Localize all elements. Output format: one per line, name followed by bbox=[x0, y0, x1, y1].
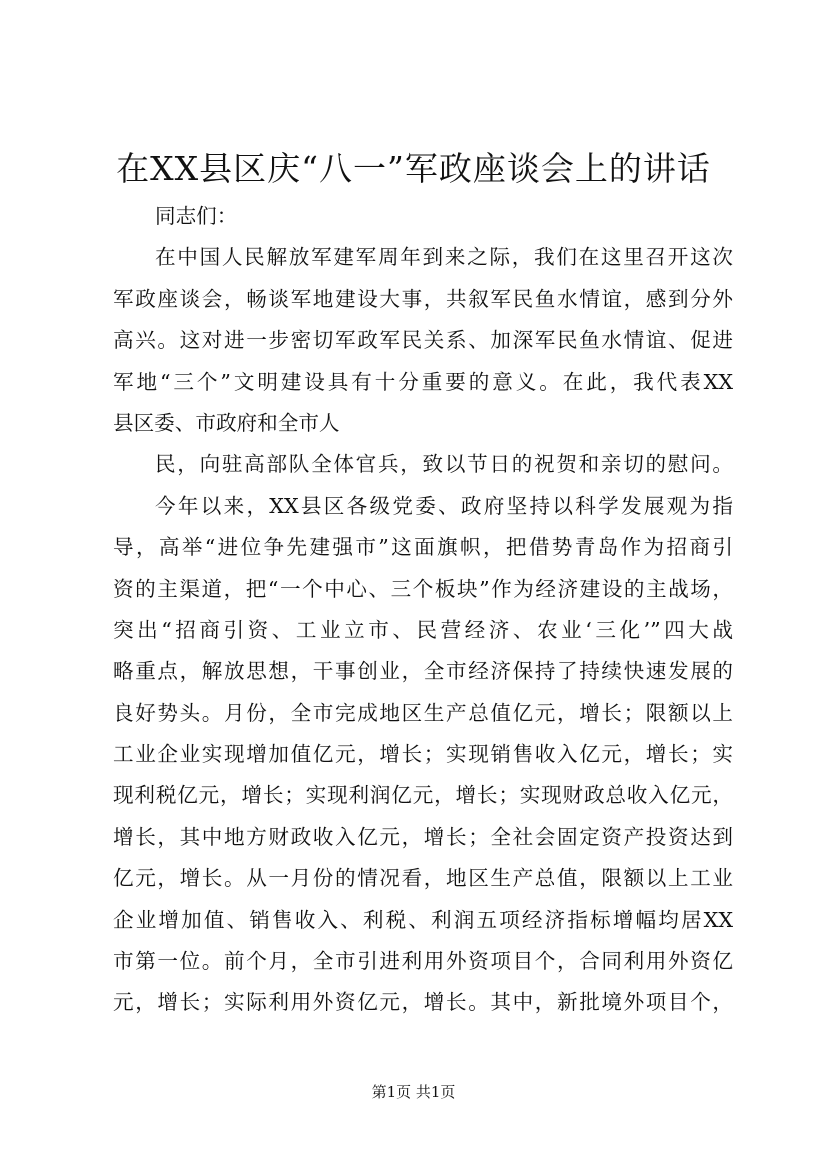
text-line: 良好势头。月份，全市完成地区生产总值亿元，增长；限额以上 bbox=[113, 700, 733, 725]
text-line: 突出“招商引资、工业立市、民营经济、农业‘三化’”四大战 bbox=[113, 617, 733, 642]
text-line: 今年以来，XX县区各级党委、政府坚持以科学发展观为指 bbox=[155, 493, 733, 518]
text-line: 民，向驻高部队全体官兵，致以节日的祝贺和亲切的慰问。 bbox=[155, 452, 733, 477]
text-line: 增长，其中地方财政收入亿元，增长；全社会固定资产投资达到 bbox=[113, 824, 733, 849]
text-line: 元，增长；实际利用外资亿元，增长。其中，新批境外项目个， bbox=[113, 990, 733, 1015]
text-line: 资的主渠道，把“一个中心、三个板块”作为经济建设的主战场， bbox=[113, 576, 733, 601]
text-line: 军地“三个”文明建设具有十分重要的意义。在此，我代表XX bbox=[113, 369, 733, 394]
text-line: 导，高举“进位争先建强市”这面旗帜，把借势青岛作为招商引 bbox=[113, 535, 733, 560]
text-line: 市第一位。前个月，全市引进利用外资项目个，合同利用外资亿 bbox=[113, 949, 733, 974]
text-line: 现利税亿元，增长；实现利润亿元，增长；实现财政总收入亿元， bbox=[113, 783, 733, 808]
text-line: 县区委、市政府和全市人 bbox=[113, 410, 340, 435]
text-line: 军政座谈会，畅谈军地建设大事，共叙军民鱼水情谊，感到分外 bbox=[113, 286, 733, 311]
text-line: 亿元，增长。从一月份的情况看，地区生产总值，限额以上工业 bbox=[113, 866, 733, 891]
text-line: 企业增加值、销售收入、利税、利润五项经济指标增幅均居XX bbox=[113, 907, 733, 932]
text-line: 高兴。这对进一步密切军政军民关系、加深军民鱼水情谊、促进 bbox=[113, 328, 733, 353]
text-line: 同志们： bbox=[155, 204, 238, 228]
text-line: 在中国人民解放军建军周年到来之际，我们在这里召开这次 bbox=[155, 245, 733, 270]
document-title: 在XX县区庆“八一”军政座谈会上的讲话 bbox=[116, 149, 711, 188]
text-line: 工业企业实现增加值亿元，增长；实现销售收入亿元，增长；实 bbox=[113, 742, 733, 767]
text-line: 略重点，解放思想，干事创业，全市经济保持了持续快速发展的 bbox=[113, 659, 733, 684]
document-body bbox=[113, 196, 733, 1024]
page-footer: 第1页 共1页 bbox=[371, 1083, 456, 1101]
